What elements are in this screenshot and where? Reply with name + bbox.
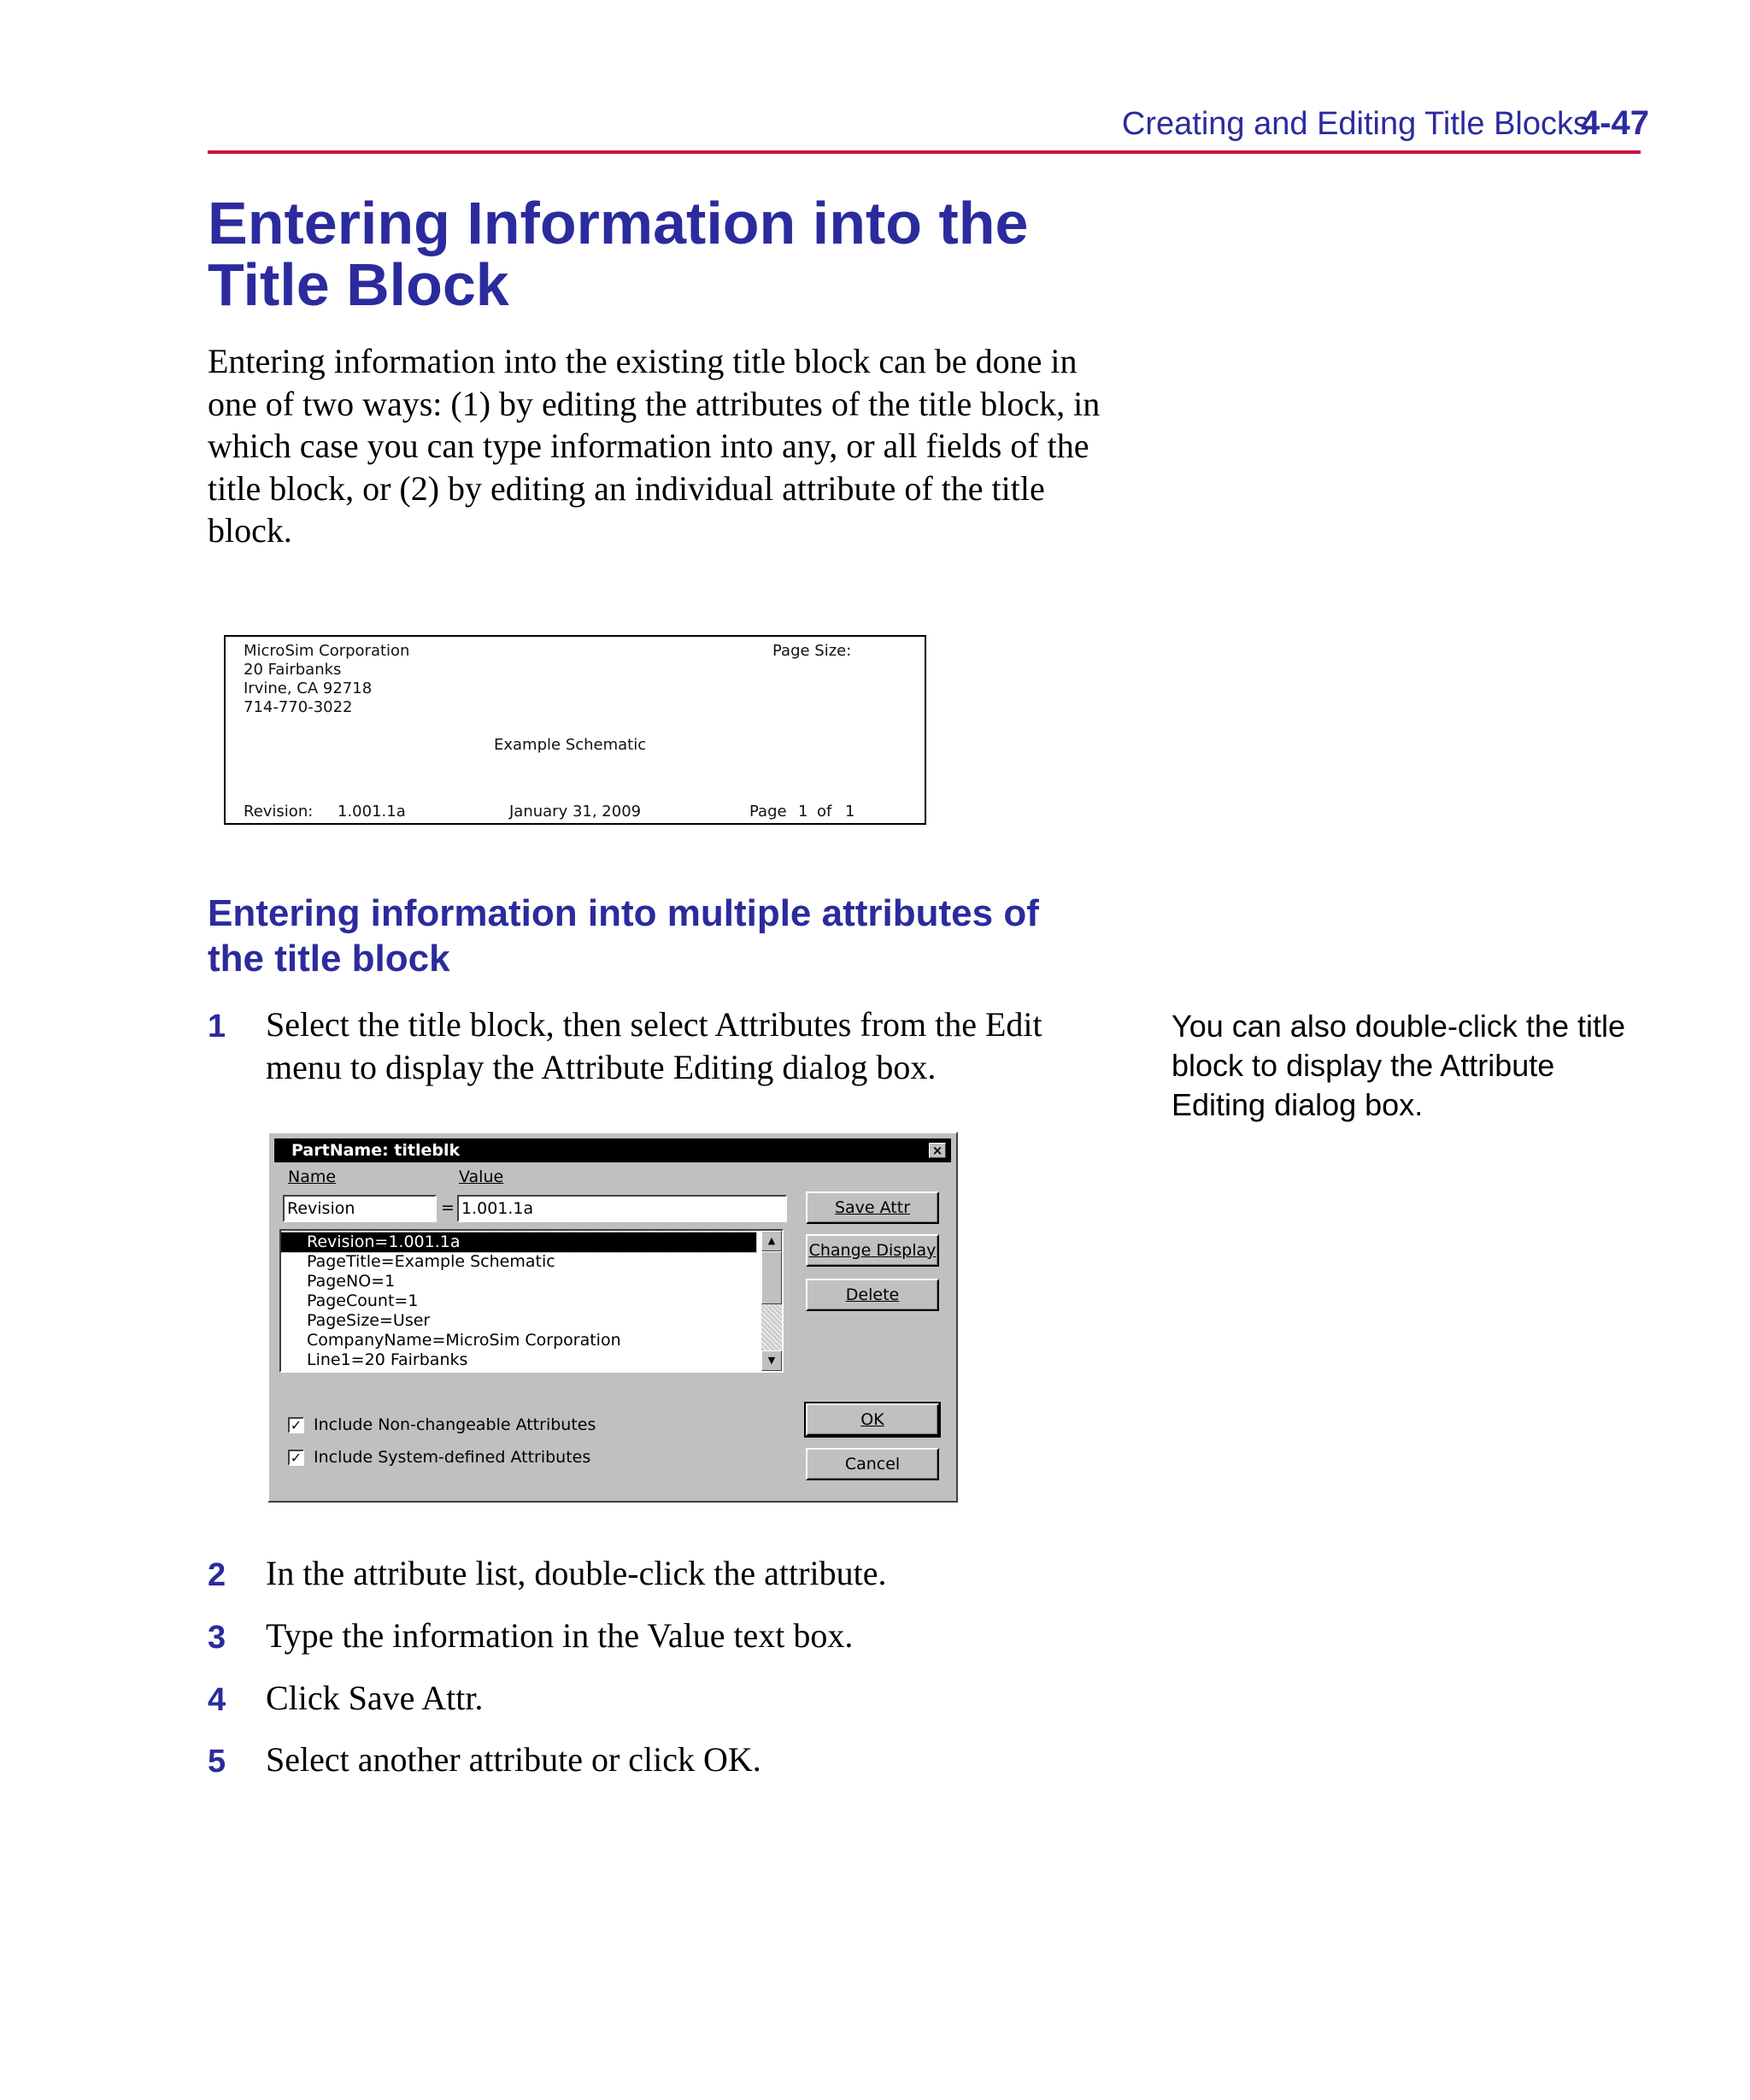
section-heading-line2: the title block xyxy=(208,938,450,979)
attribute-list[interactable] xyxy=(279,1229,784,1373)
scroll-thumb[interactable] xyxy=(761,1251,782,1304)
step-number: 1 xyxy=(208,1009,226,1044)
attribute-editing-dialog xyxy=(267,1132,958,1503)
system-defined-label: Include System-defined Attributes xyxy=(314,1448,591,1467)
margin-note: You can also double-click the title block to display the Attribute Editing dialog box. xyxy=(1172,1009,1625,1122)
list-item[interactable]: PageNO=1 xyxy=(307,1272,396,1291)
ok-button[interactable] xyxy=(806,1403,939,1436)
tb-page-num: 1 xyxy=(798,803,808,821)
cancel-button[interactable]: Cancel xyxy=(806,1448,939,1480)
title-block-figure xyxy=(224,635,926,825)
change-display-button[interactable] xyxy=(806,1234,939,1267)
value-label-text: Value xyxy=(459,1168,504,1186)
page-number: 4-47 xyxy=(1580,104,1649,142)
intro-paragraph: Entering information into the existing title block can be done in one of two ways: (1) by editing the attributes of the title block, in which case you can type information into any, or all fields of the title block, or (2) by editing an individual attribute of the title block. xyxy=(208,342,1101,550)
system-defined-checkbox[interactable]: ✓ xyxy=(288,1450,304,1466)
scroll-down-icon[interactable]: ▼ xyxy=(761,1350,782,1371)
tb-address2: Irvine, CA 92718 xyxy=(244,679,373,697)
list-item[interactable]: PageCount=1 xyxy=(307,1291,419,1310)
tb-of-label: of xyxy=(817,803,832,821)
ok-label: OK xyxy=(860,1410,884,1429)
tb-date: January 31, 2009 xyxy=(509,803,642,821)
step-number: 2 xyxy=(208,1557,226,1593)
page-title xyxy=(208,190,1148,318)
running-header-title: Creating and Editing Title Blocks xyxy=(1121,106,1589,142)
header-rule xyxy=(208,150,1641,154)
tb-page-label: Page xyxy=(749,803,787,821)
step-number: 5 xyxy=(208,1744,226,1779)
tb-address1: 20 Fairbanks xyxy=(244,661,342,679)
name-label-text: Name xyxy=(288,1168,337,1186)
page-title-line2: Title Block xyxy=(208,251,509,318)
scroll-up-icon[interactable]: ▲ xyxy=(761,1231,782,1251)
name-label xyxy=(288,1168,336,1186)
tb-schematic-title: Example Schematic xyxy=(494,736,647,754)
section-heading-line1: Entering information into multiple attributes of xyxy=(208,892,1039,934)
list-item[interactable]: CompanyName=MicroSim Corporation xyxy=(307,1331,621,1350)
delete-button[interactable] xyxy=(806,1279,939,1311)
list-item[interactable]: PageTitle=Example Schematic xyxy=(307,1252,555,1271)
tb-revision-value: 1.001.1a xyxy=(338,803,406,821)
list-scrollbar[interactable] xyxy=(761,1231,782,1371)
page-title-line1: Entering Information into the xyxy=(208,190,1029,256)
close-icon[interactable]: × xyxy=(929,1143,946,1158)
step-number: 3 xyxy=(208,1620,226,1656)
step-text: Type the information in the Value text box. xyxy=(266,1616,854,1655)
non-changeable-checkbox[interactable]: ✓ xyxy=(288,1417,304,1433)
dialog-title: PartName: titleblk xyxy=(291,1141,461,1160)
name-field[interactable]: Revision xyxy=(283,1195,437,1222)
step-text: Select the title block, then select Attributes from the Edit menu to display the Attribute Editing dialog box. xyxy=(266,1005,1042,1086)
list-item[interactable]: Line1=20 Fairbanks xyxy=(307,1350,468,1369)
value-label xyxy=(459,1168,503,1186)
save-attr-button[interactable] xyxy=(806,1191,939,1224)
value-field[interactable]: 1.001.1a xyxy=(457,1195,787,1222)
delete-label: Delete xyxy=(845,1285,900,1304)
tb-page-count: 1 xyxy=(845,803,855,821)
list-item[interactable]: Revision=1.001.1a xyxy=(281,1232,756,1252)
dialog-titlebar[interactable] xyxy=(274,1138,951,1162)
step-text: Select another attribute or click OK. xyxy=(266,1740,761,1779)
non-changeable-label: Include Non-changeable Attributes xyxy=(314,1415,596,1434)
step-text: Click Save Attr. xyxy=(266,1679,484,1717)
equals-sign: = xyxy=(441,1198,455,1217)
step-number: 4 xyxy=(208,1682,226,1718)
tb-page-size-label: Page Size: xyxy=(772,642,852,660)
tb-phone: 714-770-3022 xyxy=(244,698,353,716)
save-attr-label: Save Attr xyxy=(834,1198,911,1217)
section-heading xyxy=(208,891,1148,981)
tb-revision-label: Revision: xyxy=(244,803,314,821)
tb-company: MicroSim Corporation xyxy=(244,642,410,660)
list-item[interactable]: PageSize=User xyxy=(307,1311,431,1330)
step-text: In the attribute list, double-click the attribute. xyxy=(266,1554,887,1592)
change-display-label: Change Display xyxy=(808,1241,937,1260)
